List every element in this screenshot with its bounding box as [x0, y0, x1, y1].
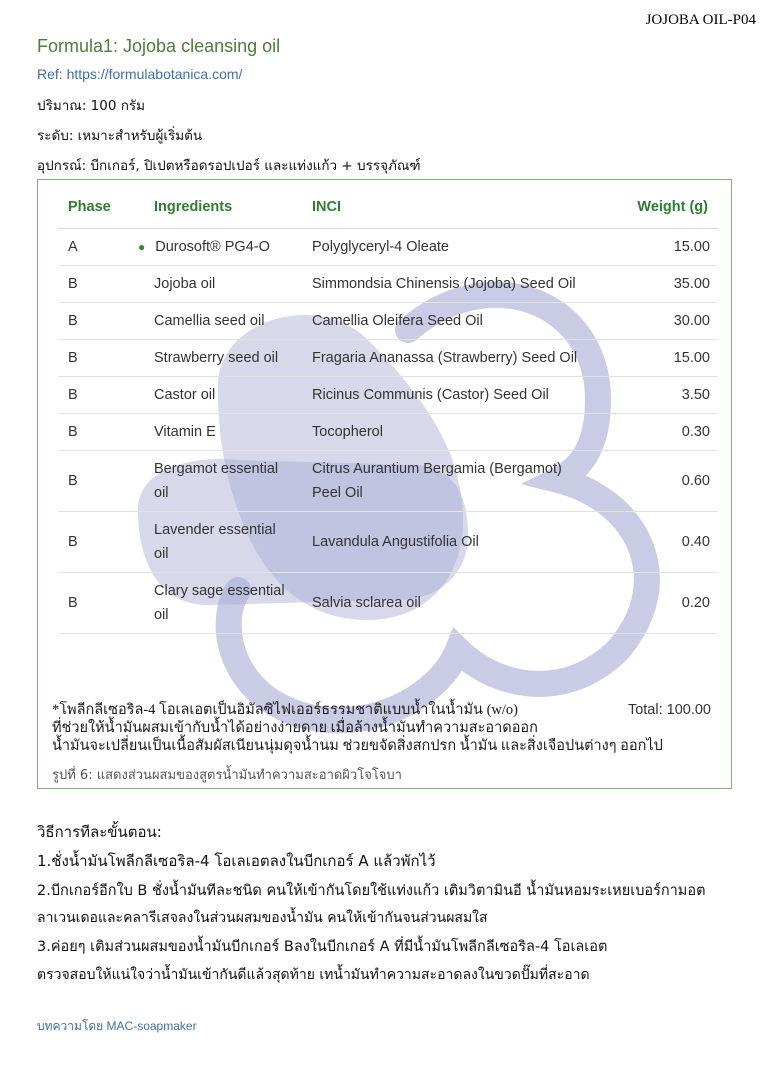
cell-inci: Citrus Aurantium Bergamia (Bergamot) Peel Oil [302, 451, 592, 512]
note-line-1: *โพลีกลีเซอริล-4 โอเลเอตเป็นอิมัลซิไฟเออร์ธรรมชาติแบบน้ำในน้ำมัน (w/o) [52, 702, 518, 718]
table-row [58, 512, 718, 573]
cell-ingredient: Castor oil [144, 377, 302, 414]
cell-phase: B [58, 340, 144, 377]
cell-phase: B [58, 451, 144, 512]
cell-phase: B [58, 512, 144, 573]
page-title: Formula1: Jojoba cleansing oil [37, 36, 281, 56]
table-row [58, 266, 718, 303]
ref-link[interactable]: https://formulabotanica.com/ [66, 66, 243, 82]
header-inci: INCI [302, 186, 592, 229]
table-row [58, 340, 718, 377]
cell-phase: B [58, 266, 144, 303]
cell-phase: B [58, 303, 144, 340]
cell-ingredient: Strawberry seed oil [144, 340, 302, 377]
equipment-text: อุปกรณ์: บีกเกอร์, ปิเปตหรือดรอปเปอร์ และแท่งแก้ว + บรรจุภัณฑ์ [37, 158, 421, 174]
cell-phase: B [58, 573, 144, 634]
cell-ingredient: Lavender essential oil [144, 512, 302, 573]
table-row [58, 414, 718, 451]
cell-phase: B [58, 377, 144, 414]
cell-inci: Ricinus Communis (Castor) Seed Oil [302, 377, 592, 414]
table-row [58, 303, 718, 340]
figure-caption: รูปที่ 6: แสดงส่วนผสมของสูตรน้ำมันทำความสะอาดผิวโจโจบา [52, 768, 402, 783]
cell-weight: 15.00 [592, 229, 718, 266]
cell-ingredient [138, 229, 302, 266]
cell-weight: 35.00 [592, 266, 718, 303]
bullet-icon: ● [138, 240, 146, 254]
reference-line [37, 66, 242, 82]
cell-inci: Tocopherol [302, 414, 592, 451]
table-row [58, 377, 718, 414]
cell-weight: 0.40 [592, 512, 718, 573]
cell-ingredient: Clary sage essential oil [144, 573, 302, 634]
table-row [58, 229, 718, 266]
cell-phase: B [58, 414, 144, 451]
cell-ingredient: Jojoba oil [144, 266, 302, 303]
note-line-2: ที่ช่วยให้น้ำมันผสมเข้ากับน้ำได้อย่างง่ายดาย เมื่อล้างน้ำมันทำความสะอาดออก [52, 720, 538, 736]
step-3-line-1: 3.ค่อยๆ เติมส่วนผสมของน้ำมันบีกเกอร์ Bลงในบีกเกอร์ A ที่มีน้ำมันโพลีกลีเซอริล-4 โอเลเอต [37, 939, 608, 955]
cell-ingredient: Vitamin E [144, 414, 302, 451]
cell-weight: 30.00 [592, 303, 718, 340]
step-2-line-2: ลาเวนเดอและคลารีเสจลงในส่วนผสมของน้ำมัน คนให้เข้ากันจนส่วนผสมใส [37, 910, 488, 926]
cell-weight: 0.30 [592, 414, 718, 451]
cell-weight: 0.20 [592, 573, 718, 634]
table-row [58, 451, 718, 512]
header-weight: Weight (g) [592, 186, 718, 229]
cell-inci: Salvia sclarea oil [302, 573, 592, 634]
table-header-row [58, 186, 718, 229]
steps-heading: วิธีการทีละขั้นตอน: [37, 823, 162, 841]
cell-inci: Polyglyceryl-4 Oleate [302, 229, 592, 266]
cell-inci: Fragaria Ananassa (Strawberry) Seed Oil [302, 340, 592, 377]
step-2-line-1: 2.บีกเกอร์อีกใบ B ชั่งน้ำมันทีละชนิด คนให้เข้ากันโดยใช้แท่งแก้ว เติมวิตามินอี น้ำมันหอมระเหยเบอร์กามอต [37, 883, 706, 899]
cell-weight: 0.60 [592, 451, 718, 512]
note-line-3: น้ำมันจะเปลี่ยนเป็นเนื้อสัมผัสเนียนนุ่มดุจน้ำนม ช่วยขจัดสิ่งสกปรก น้ำมัน และสิ่งเจือปนต่างๆ ออกไป [52, 738, 663, 754]
cell-phase: A [58, 229, 144, 266]
cell-inci: Simmondsia Chinensis (Jojoba) Seed Oil [302, 266, 592, 303]
step-1: 1.ชั่งน้ำมันโพลีกลีเซอริล-4 โอเลเอตลงในบีกเกอร์ A แล้วพักไว้ [37, 852, 436, 870]
cell-ingredient: Camellia seed oil [144, 303, 302, 340]
formula-panel [37, 179, 732, 789]
cell-ingredient: Bergamot essential oil [144, 451, 302, 512]
quantity-text: ปริมาณ: 100 กรัม [37, 98, 146, 114]
level-text: ระดับ: เหมาะสำหรับผู้เริ่มต้น [37, 128, 203, 144]
step-3-line-2: ตรวจสอบให้แน่ใจว่าน้ำมันเข้ากันดีแล้วสุดท้าย เทน้ำมันทำความสะอาดลงในขวดปั๊มที่สะอาด [37, 967, 590, 983]
cell-inci: Camellia Oleifera Seed Oil [302, 303, 592, 340]
ingredient-name: Durosoft® PG4-O [155, 239, 270, 255]
cell-inci: Lavandula Angustifolia Oil [302, 512, 592, 573]
document-code: JOJOBA OIL-P04 [645, 12, 756, 28]
total-weight: Total: 100.00 [627, 702, 711, 718]
table-row [58, 573, 718, 634]
header-phase: Phase [58, 186, 144, 229]
author-footer: บทความโดย MAC-soapmaker [37, 1019, 197, 1033]
header-ingredients: Ingredients [144, 186, 302, 229]
ref-label: Ref: [37, 66, 63, 82]
ingredients-table [58, 186, 718, 634]
cell-weight: 15.00 [592, 340, 718, 377]
cell-weight: 3.50 [592, 377, 718, 414]
